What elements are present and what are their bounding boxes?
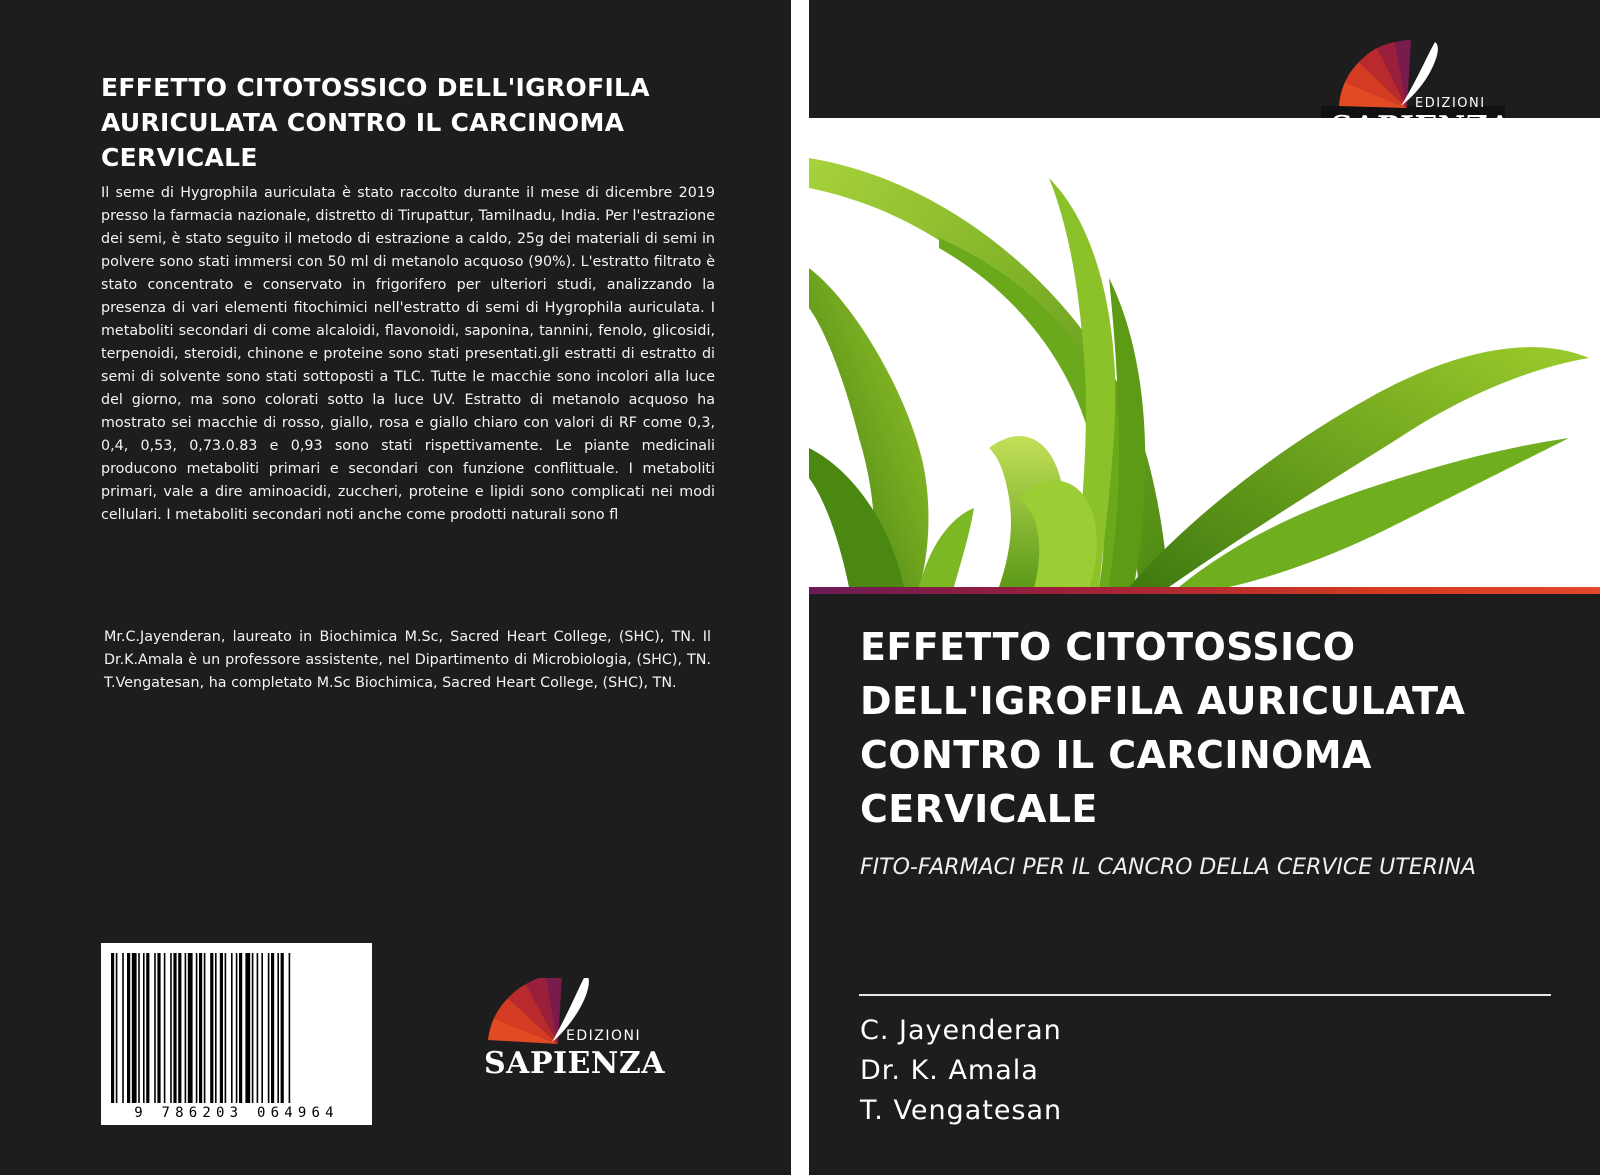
publisher-logo-back xyxy=(484,978,665,1088)
barcode-bars-icon xyxy=(101,943,372,1103)
author-name: T. Vengatesan xyxy=(860,1095,1063,1126)
divider xyxy=(859,994,1551,996)
publisher-edizioni: EDIZIONI xyxy=(1415,96,1486,111)
back-cover-summary: Il seme di Hygrophila auriculata è stato raccolto durante il mese di dicembre 2019 presso la farmacia nazionale, distretto di Tirupattur, Tamilnadu, India. Per l'estrazione dei semi, è stato seguito il metodo di estrazione a caldo, 25g dei materiali di semi in polvere sono stati immersi con 50 ml di metanolo acquoso (90%). L'estratto filtrato è stato concentrato e conservato in frigorifero per ulteriori studi, analizzando la presenza di vari elementi fitochimici nell'estratto di semi di Hygrophila auriculata. I metaboliti secondari di come alcaloidi, flavonoidi, saponina, tannini, fenolo, glicosidi, terpenoidi, steroidi, chinone e proteine sono stati presentati.gli estratti di estratto di semi di solvente sono stati sottoposti a TLC. Tutte le macchie sono incolori alla luce del giorno, ma sono colorati sotto la luce UV. Estratto di metanolo acquoso ha mostrato sei macchie di rosso, giallo, rosa e giallo chiaro con valori di RF come 0,3, 0,4, 0,53, 0,73.0.83 e 0,93 sono stati rispettivamente. Le piante medicinali producono metaboliti primari e secondari con funzione conflittuale. I metaboliti primari, vale a dire aminoacidi, zuccheri, proteine e lipidi sono complicati nei modi cellulari. I metaboliti secondari noti anche come prodotti naturali sono fl xyxy=(101,185,715,523)
plant-photo xyxy=(809,118,1600,587)
front-cover-title: EFFETTO CITOTOSSICO DELL'IGROFILA AURICULATA CONTRO IL CARCINOMA CERVICALE xyxy=(860,625,1466,831)
isbn-number: 9 786203 064964 xyxy=(101,1104,372,1122)
cover-separator xyxy=(791,0,809,1175)
isbn-barcode xyxy=(101,943,372,1125)
back-cover-title: EFFETTO CITOTOSSICO DELL'IGROFILA AURICULATA CONTRO IL CARCINOMA CERVICALE xyxy=(101,73,650,172)
green-plant-leaves-photo xyxy=(809,118,1600,587)
publisher-edizioni: EDIZIONI xyxy=(566,1028,642,1044)
accent-stripe xyxy=(809,587,1600,594)
front-cover xyxy=(809,0,1600,1175)
back-cover xyxy=(0,0,791,1175)
author-bio: Mr.C.Jayenderan, laureato in Biochimica M.Sc, Sacred Heart College, (SHC), TN. Il Dr.K.Amala è un professore assistente, nel Dipartimento di Microbiologia, (SHC), TN. T.Vengatesan, ha completato M.Sc Biochimica, Sacred Heart College, (SHC), TN. xyxy=(104,629,711,691)
author-name: C. Jayenderan xyxy=(860,1015,1062,1046)
publisher-sapienza: SAPIENZA xyxy=(484,1046,665,1081)
author-name: Dr. K. Amala xyxy=(860,1055,1039,1086)
front-cover-subtitle: FITO-FARMACI PER IL CANCRO DELLA CERVICE UTERINA xyxy=(860,855,1476,880)
